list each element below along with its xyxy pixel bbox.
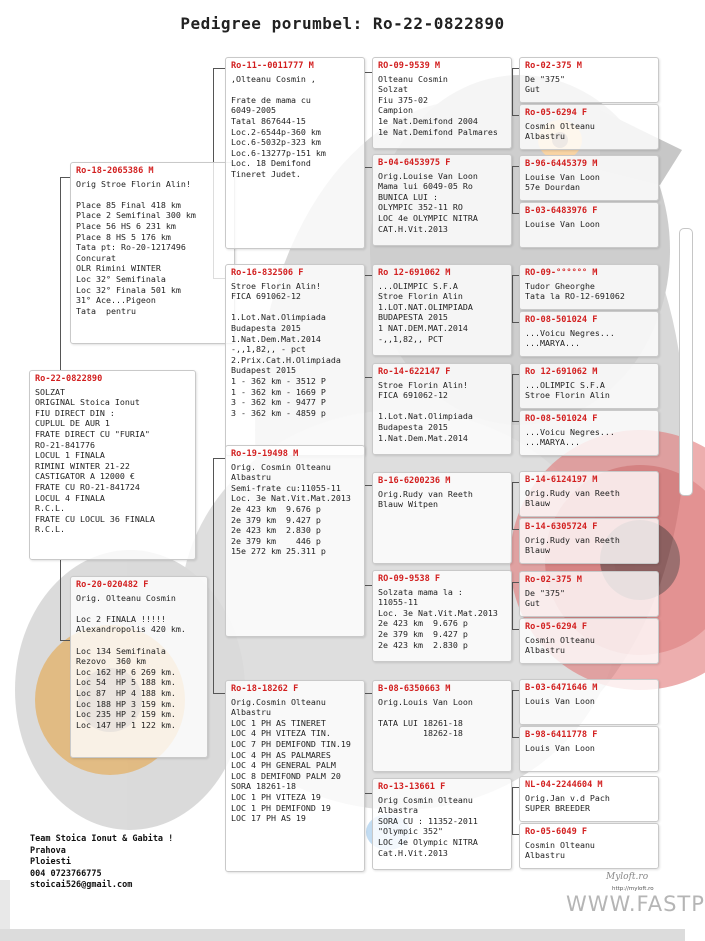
pigeon-info: ,Olteanu Cosmin , Frate de mama cu 6049-2005 Tatal 867644-15 Loc.2-6544p-360 km Loc.6-5032p-323 km Loc.6-13277p-151 km Loc. 18 Demifond Tineret Judet. — [231, 73, 326, 179]
pigeon-info: ...Voicu Negres... ...MARYA... — [525, 327, 615, 349]
ring-id: Ro-14-622147 F — [378, 367, 451, 377]
pigeon-info: Louis Van Loon — [525, 742, 595, 753]
connector-line — [512, 68, 519, 69]
connector-line — [512, 482, 513, 529]
connector-line — [512, 787, 519, 788]
connector-line — [364, 377, 372, 378]
connector-line — [60, 177, 61, 370]
watermark-url: http://myloft.ro — [612, 886, 654, 892]
ring-id: Ro 12-691062 M — [378, 268, 451, 278]
connector-line — [60, 177, 70, 178]
pigeon-info: Orig. Cosmin Olteanu Albastru Semi-frate cu:11055-11 Loc. 3e Nat.Vit.Mat.2013 2e 423 km 9.676 p 2e 379 km 9.427 p 2e 423 km 2.830 p 2e 379 km 446 p 15e 272 km 25.311 p — [231, 461, 351, 557]
maternal-grandsire-card — [225, 445, 365, 637]
connector-line — [512, 421, 519, 422]
page-title: Pedigree porumbel: Ro-22-0822890 — [180, 14, 505, 33]
connector-line — [364, 485, 372, 486]
ring-id: B-14-6124197 M — [525, 475, 598, 485]
ring-id: RO-08-501024 F — [525, 315, 598, 325]
ring-id: NL-04-2244604 M — [525, 780, 603, 790]
connector-line — [512, 690, 519, 691]
ring-id: Ro-05-6049 F — [525, 827, 588, 837]
ring-id: Ro-05-6294 F — [525, 108, 588, 118]
ring-id: Ro-20-020482 F — [76, 580, 149, 590]
great-grandparent-card — [372, 472, 512, 564]
pigeon-info: ...OLIMPIC S.F.A Stroe Florin Alin — [525, 379, 610, 401]
maternal-granddam-card — [225, 680, 365, 872]
ring-id: Ro-18-18262 F — [231, 684, 299, 694]
connector-line — [512, 787, 513, 834]
ring-id: Ro-13-13661 F — [378, 782, 446, 792]
pigeon-info: Orig.Cosmin Olteanu Albastru LOC 1 PH AS TINERET LOC 4 PH VITEZA TIN. LOC 7 PH DEMIFOND TIN.19 LOC 4 PH AS PALMARES LOC 4 PH GENERAL PALM LOC 8 DEMIFOND PALM 20 SORA 18261-18 LOC 1 PH VITEZA 19 LOC 1 PH DEMIFOND 19 LOC 17 PH AS 19 — [231, 696, 351, 824]
paternal-granddam-card — [225, 264, 365, 456]
connector-line — [60, 560, 61, 640]
pigeon-info: Orig.Louise Van Loon Mama lui 6049-05 Ro BUNICA LUI : OLYMPIC 352-11 RO LOC 4e OLYMPIC NITRA CAT.H.Vit.2013 — [378, 170, 478, 234]
ring-id: Ro 12-691062 M — [525, 367, 598, 377]
ring-id: B-03-6471646 M — [525, 683, 598, 693]
ring-id: RO-09-°°°°°° M — [525, 268, 598, 278]
connector-line — [213, 458, 225, 459]
ancestor-card — [519, 202, 659, 248]
ring-id: B-98-6411778 F — [525, 730, 598, 740]
ring-id: Ro-02-375 M — [525, 575, 582, 585]
pigeon-info: Cosmin Olteanu Albastru — [525, 634, 595, 656]
connector-line — [512, 322, 519, 323]
pigeon-info: Orig.Rudy van Reeth Blauw — [525, 487, 620, 509]
ancestor-card — [519, 410, 659, 456]
subject-pigeon-card — [29, 370, 196, 560]
ring-id: Ro-22-0822890 — [35, 374, 103, 384]
side-panel-edge — [679, 228, 693, 496]
pigeon-info: Orig.Louis Van Loon TATA LUI 18261-18 18262-18 — [378, 696, 473, 739]
ancestor-card — [519, 518, 659, 564]
pigeon-info: ...Voicu Negres... ...MARYA... — [525, 426, 615, 448]
connector-line — [512, 482, 519, 483]
ancestor-card — [519, 571, 659, 617]
ancestor-card — [519, 471, 659, 517]
connector-line — [512, 834, 519, 835]
pigeon-info: De "375" Gut — [525, 73, 565, 95]
connector-line — [213, 458, 214, 693]
dam-card — [70, 576, 208, 758]
ring-id: Ro-02-375 M — [525, 61, 582, 71]
ancestor-card — [519, 776, 659, 822]
connector-line — [512, 275, 513, 322]
connector-line — [512, 213, 519, 214]
connector-line — [512, 582, 513, 629]
ancestor-card — [519, 679, 659, 725]
pigeon-info: Orig.Jan v.d Pach SUPER BREEDER — [525, 792, 610, 814]
pigeon-info: ...OLIMPIC S.F.A Stroe Florin Alin 1.LOT.NAT.OLIMPIADA BUDAPESTA 2015 1 NAT.DEM.MAT.2014 -,,1,82,, PCT — [378, 280, 473, 344]
pigeon-info: Orig Stroe Florin Alin! Place 85 Final 418 km Place 2 Semifinal 300 km Place 56 HS 6 231 km Place 8 HS 5 176 km Tata pt: Ro-20-1217496 Concurat OLR Rimini WINTER Loc 32° Semifinala Loc 32° Finala 501 km 31° Ace...Pigeon Tata pentru — [76, 178, 196, 316]
connector-line — [512, 529, 519, 530]
ancestor-card — [519, 104, 659, 150]
connector-line — [364, 793, 372, 794]
ring-id: Ro-05-6294 F — [525, 622, 588, 632]
ancestor-card — [519, 618, 659, 664]
pigeon-info: Louise Van Loon — [525, 218, 600, 229]
connector-line — [512, 166, 513, 213]
connector-line — [512, 737, 519, 738]
connector-line — [364, 167, 372, 168]
connector-line — [364, 585, 372, 586]
pigeon-info: Olteanu Cosmin Solzat Fiu 375-02 Campion 1e Nat.Demifond 2004 1e Nat.Demifond Palmares — [378, 73, 498, 137]
great-grandparent-card — [372, 154, 512, 246]
great-grandparent-card — [372, 680, 512, 772]
connector-line — [364, 72, 372, 73]
ancestor-card — [519, 311, 659, 357]
connector-line — [213, 693, 225, 694]
great-grandparent-card — [372, 570, 512, 662]
pigeon-info: De "375" Gut — [525, 587, 565, 609]
ancestor-card — [519, 363, 659, 409]
great-grandparent-card — [372, 57, 512, 149]
connector-line — [364, 693, 372, 694]
pigeon-info: SOLZAT ORIGINAL Stoica Ionut FIU DIRECT DIN : CUPLUL DE AUR 1 FRATE DIRECT CU "FURIA" RO-21-841776 LOCUL 1 FINALA RIMINI WINTER 21-22 CASTIGATOR A 12000 € FRATE CU RO-21-841724 LOCUL 4 FINALA R.C.L. FRATE CU LOCUL 36 FINALA R.C.L. — [35, 386, 155, 535]
pigeon-info: Cosmin Olteanu Albastru — [525, 839, 595, 861]
ancestor-card — [519, 155, 659, 201]
great-grandparent-card — [372, 363, 512, 455]
ancestor-card — [519, 823, 659, 869]
ring-id: B-14-6305724 F — [525, 522, 598, 532]
ring-id: RO-09-9538 F — [378, 574, 441, 584]
paternal-grandsire-card — [225, 57, 365, 249]
ancestor-card — [519, 57, 659, 103]
connector-line — [512, 374, 513, 421]
ring-id: Ro-11--0011777 M — [231, 61, 314, 71]
pigeon-info: Tudor Gheorghe Tata la RO-12-691062 — [525, 280, 625, 302]
pigeon-info: Orig Cosmin Olteanu Albastra SORA CU : 11352-2011 "Olympic 352" LOC 4e Olympic NITRA Cat.H.Vit.2013 — [378, 794, 478, 858]
connector-line — [512, 582, 519, 583]
ancestor-card — [519, 264, 659, 310]
pigeon-info: Louise Van Loon 57e Dourdan — [525, 171, 600, 193]
pigeon-info: Stroe Florin Alin! FICA 691062-12 1.Lot.Nat.Olimpiada Budapesta 2015 1.Nat.Dem.Mat.2014 — [378, 379, 473, 443]
connector-line — [512, 275, 519, 276]
footer-bar — [0, 929, 685, 941]
connector-line — [512, 374, 519, 375]
great-grandparent-card — [372, 264, 512, 356]
pigeon-info: Louis Van Loon — [525, 695, 595, 706]
great-grandparent-card — [372, 778, 512, 870]
connector-line — [364, 275, 372, 276]
sire-card — [70, 162, 235, 344]
ring-id: B-16-6200236 M — [378, 476, 451, 486]
ring-id: Ro-16-832506 F — [231, 268, 304, 278]
connector-line — [512, 115, 519, 116]
left-decoration — [0, 880, 10, 930]
pigeon-info: Orig. Olteanu Cosmin Loc 2 FINALA !!!!! Alexandropolis 420 km. Loc 134 Semifinala Rezovo 360 km Loc 162 HP 6 269 km. Loc 54 HP 5 188 km. Loc 87 HP 4 188 km. Loc 188 HP 3 159 km. Loc 235 HP 2 159 km. Loc 147 HP 1 122 km. — [76, 592, 186, 730]
connector-line — [213, 68, 225, 69]
pigeon-info: Stroe Florin Alin! FICA 691062-12 1.Lot.Nat.Olimpiada Budapesta 2015 1.Nat.Dem.Mat.2014 -,,1,82,, - pct 2.Prix.Cat.H.Olimpiada Budapest 2015 1 - 362 km - 3512 P 1 - 362 km - 1669 P 3 - 362 km - 9477 P 3 - 362 km - 4859 p — [231, 280, 341, 418]
pigeon-info: Orig.Rudy van Reeth Blauw Witpen — [378, 488, 473, 510]
ring-id: B-04-6453975 F — [378, 158, 451, 168]
ring-id: B-03-6483976 F — [525, 206, 598, 216]
website-watermark: WWW.FASTP — [566, 892, 705, 916]
pigeon-info: Solzata mama la : 11055-11 Loc. 3e Nat.Vit.Mat.2013 2e 423 km 9.676 p 2e 379 km 9.427 p 2e 423 km 2.830 p — [378, 586, 498, 650]
ring-id: RO-09-9539 M — [378, 61, 441, 71]
ring-id: Ro-19-19498 M — [231, 449, 299, 459]
ring-id: RO-08-501024 F — [525, 414, 598, 424]
ring-id: Ro-18-2065386 M — [76, 166, 154, 176]
ancestor-card — [519, 726, 659, 772]
connector-line — [512, 68, 513, 115]
pigeon-info: Cosmin Olteanu Albastru — [525, 120, 595, 142]
connector-line — [512, 690, 513, 737]
pigeon-info: Orig.Rudy van Reeth Blauw — [525, 534, 620, 556]
ring-id: B-08-6350663 M — [378, 684, 451, 694]
signature-watermark: Myloft.ro — [606, 872, 649, 882]
ring-id: B-96-6445379 M — [525, 159, 598, 169]
connector-line — [512, 166, 519, 167]
connector-line — [60, 640, 70, 641]
breeder-contact-info: Team Stoica Ionut & Gabita ! Prahova Ploiesti 004 0723766775 stoicai526@gmail.com — [30, 834, 174, 890]
connector-line — [512, 629, 519, 630]
